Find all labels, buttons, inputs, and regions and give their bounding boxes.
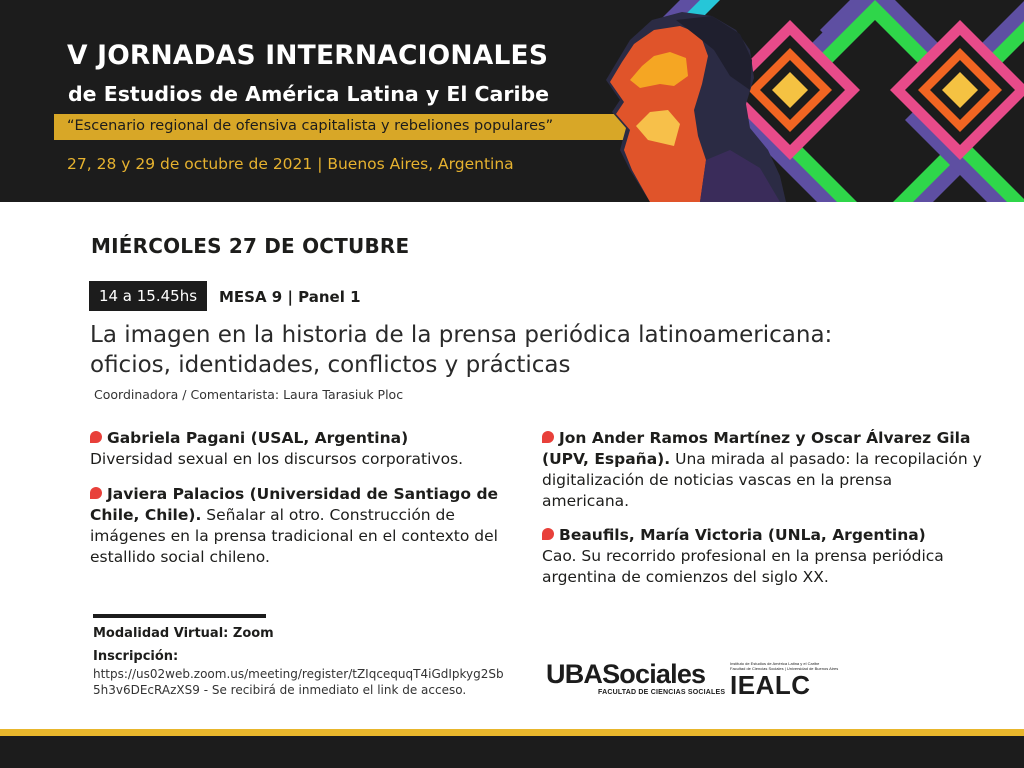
iealc-logo: Instituto de Estudios de América Latina y el Caribe Facultad de Ciencias Sociales | Universidad de Buenos Aires IEALC: [730, 661, 839, 700]
speaker-name: Beaufils, María Victoria (UNLa, Argentina): [559, 526, 926, 544]
time-badge: 14 a 15.45hs: [89, 281, 207, 311]
event-dates: 27, 28 y 29 de octubre de 2021 | Buenos Aires, Argentina: [67, 155, 514, 173]
day-heading: MIÉRCOLES 27 DE OCTUBRE: [91, 234, 410, 258]
registration-link-block: [93, 666, 533, 698]
modality-label: Modalidad Virtual: Zoom: [93, 626, 274, 641]
talk-title: Señalar al otro. Construcción de imágenes en la prensa tradicional en el contexto del estallido social chileno.: [90, 506, 498, 566]
speaker-item: [542, 525, 982, 588]
mesa-label: MESA 9 | Panel 1: [219, 288, 361, 306]
registration-label: Inscripción:: [93, 649, 179, 664]
panel-title: La imagen en la historia de la prensa periódica latinoamericana: oficios, identidades, conflictos y prácticas: [90, 322, 833, 378]
speaker-item: [90, 484, 522, 568]
speaker-name: Javiera Palacios (Universidad de Santiago de Chile, Chile).: [90, 485, 499, 524]
header-artwork: [590, 0, 1024, 202]
speech-bubble-icon: [90, 431, 102, 443]
event-header-banner: [0, 0, 1024, 202]
speaker-item: [542, 428, 982, 512]
coordinator-line: Coordinadora / Comentarista: Laura Tarasiuk Ploc: [94, 387, 404, 402]
registration-link-part-2[interactable]: 5h3v6DEcRAzXS9: [93, 683, 200, 697]
talk-title: Una mirada al pasado: la recopilación y digitalización de noticias vascas en la prensa americana.: [542, 450, 982, 510]
registration-note: - Se recibirá de inmediato el link de acceso.: [199, 683, 467, 697]
footer-gold-stripe: [0, 729, 1024, 736]
speaker-name: Jon Ander Ramos Martínez y Oscar Álvarez Gila (UPV, España).: [542, 429, 971, 468]
section-divider: [93, 614, 266, 618]
speech-bubble-icon: [90, 487, 102, 499]
event-tagline: “Escenario regional de ofensiva capitalista y rebeliones populares”: [67, 118, 554, 134]
footer-bar: [0, 736, 1024, 768]
uba-sociales-logo: UBASociales FACULTAD DE CIENCIAS SOCIALES: [546, 659, 726, 696]
registration-link-part-1[interactable]: https://us02web.zoom.us/meeting/register/tZIqcequqT4iGdIpkyg2Sb: [93, 667, 504, 681]
event-title: V JORNADAS INTERNACIONALES: [67, 40, 549, 71]
event-subtitle-heading: de Estudios de América Latina y El Caribe: [68, 82, 550, 106]
talk-title: Diversidad sexual en los discursos corporativos.: [90, 450, 464, 468]
speech-bubble-icon: [542, 528, 554, 540]
speech-bubble-icon: [542, 431, 554, 443]
talk-title: Cao. Su recorrido profesional en la prensa periódica argentina de comienzos del siglo XX.: [542, 547, 944, 586]
speaker-name: Gabriela Pagani (USAL, Argentina): [107, 429, 409, 447]
speaker-item: [90, 428, 520, 470]
